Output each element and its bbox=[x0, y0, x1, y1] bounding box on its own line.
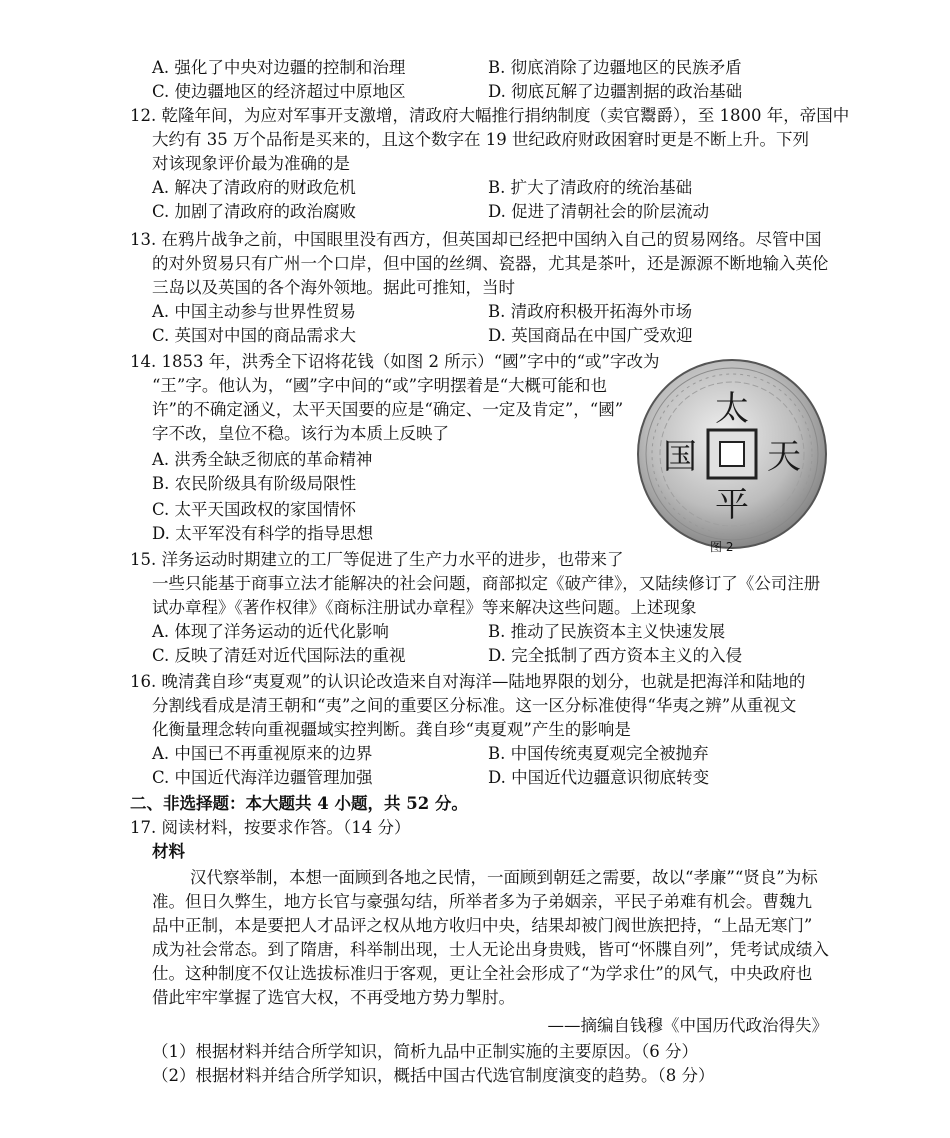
q15-stem-line: 一些只能基于商事立法才能解决的社会问题，商部拟定《破产律》，又陆续修订了《公司注册 bbox=[152, 574, 821, 593]
q11-option-b: B. 彻底消除了边疆地区的民族矛盾 bbox=[488, 58, 742, 77]
q14-stem-line: “王”字。他认为，“國”字中间的“或”字明摆着是“大概可能和也 bbox=[152, 376, 608, 395]
q13-stem-line: 的对外贸易只有广州一个口岸，但中国的丝绸、瓷器，尤其是茶叶，还是源源不断地输入英伦 bbox=[152, 254, 829, 273]
q11-option-d: D. 彻底瓦解了边疆割据的政治基础 bbox=[488, 82, 743, 101]
q17-subquestion-2: （2）根据材料并结合所学知识，概括中国古代选官制度演变的趋势。（8 分） bbox=[152, 1066, 715, 1085]
q16-stem-line: 分割线看成是清王朝和“夷”之间的重要区分标准。这一区分标准使得“华夷之辨”从重视文 bbox=[152, 696, 797, 715]
q12-option-b: B. 扩大了清政府的统治基础 bbox=[488, 178, 693, 197]
q14-stem-line: 许”的不确定涵义，太平天国要的应是“确定、一定及肯定”，“國” bbox=[152, 400, 624, 419]
material-line: 品中正制，本是要把人才品评之权从地方收归中央，结果却被门阀世族把持，“上品无寒门” bbox=[152, 916, 813, 935]
q15-stem-line: 15. 洋务运动时期建立的工厂等促进了生产力水平的进步，也带来了 bbox=[130, 550, 624, 569]
q13-option-b: B. 清政府积极开拓海外市场 bbox=[488, 302, 693, 321]
q14-stem-line: 字不改，皇位不稳。该行为本质上反映了 bbox=[152, 424, 449, 443]
coin-char-top: 太 bbox=[715, 389, 749, 429]
q12-stem-line: 大约有 35 万个品衔是买来的，且这个数字在 19 世纪政府财政困窘时更是不断上升。下列 bbox=[152, 130, 809, 149]
coin-char-right: 天 bbox=[767, 437, 801, 477]
section-heading: 二、非选择题：本大题共 4 小题，共 52 分。 bbox=[130, 794, 468, 813]
q15-option-d: D. 完全抵制了西方资本主义的入侵 bbox=[488, 646, 743, 665]
q13-stem-line: 13. 在鸦片战争之前，中国眼里没有西方，但英国却已经把中国纳入自己的贸易网络。尽管中国 bbox=[130, 230, 822, 249]
q14-option-b: B. 农民阶级具有阶级局限性 bbox=[152, 474, 357, 493]
figure-caption: 图 2 bbox=[710, 540, 734, 554]
q12-option-c: C. 加剧了清政府的政治腐败 bbox=[152, 202, 357, 221]
q15-option-c: C. 反映了清廷对近代国际法的重视 bbox=[152, 646, 406, 665]
q15-stem-line: 试办章程》《著作权律》《商标注册试办章程》等来解决这些问题。上述现象 bbox=[152, 598, 697, 617]
q12-stem-line: 12. 乾隆年间，为应对军事开支激增，清政府大幅推行捐纳制度（卖官鬻爵），至 1800 年，帝国中 bbox=[130, 106, 850, 125]
q15-option-a: A. 体现了洋务运动的近代化影响 bbox=[152, 622, 389, 641]
q13-option-c: C. 英国对中国的商品需求大 bbox=[152, 326, 357, 345]
q16-option-c: C. 中国近代海洋边疆管理加强 bbox=[152, 768, 373, 787]
q12-stem-line: 对该现象评价最为准确的是 bbox=[152, 154, 350, 173]
q16-stem-line: 化衡量理念转向重视疆域实控判断。龚自珍“夷夏观”产生的影响是 bbox=[152, 720, 631, 739]
q16-stem-line: 16. 晚清龚自珍“夷夏观”的认识论改造来自对海洋—陆地界限的划分，也就是把海洋和陆地的 bbox=[130, 672, 806, 691]
q14-option-d: D. 太平军没有科学的指导思想 bbox=[152, 524, 374, 543]
material-source: ——摘编自钱穆《中国历代政治得失》 bbox=[547, 1016, 828, 1035]
coin-char-left: 国 bbox=[663, 437, 697, 477]
q16-option-b: B. 中国传统夷夏观完全被抛弃 bbox=[488, 744, 709, 763]
q15-option-b: B. 推动了民族资本主义快速发展 bbox=[488, 622, 726, 641]
q13-stem-line: 三岛以及英国的各个海外领地。据此可推知，当时 bbox=[152, 278, 515, 297]
material-label: 材料 bbox=[152, 842, 185, 861]
material-line: 仕。这种制度不仅让选拔标准归于客观，更让全社会形成了“为学求仕”的风气，中央政府也 bbox=[152, 964, 813, 983]
material-line: 准。但日久弊生，地方长官与豪强勾结，所举者多为子弟姻亲，平民子弟难有机会。曹魏九 bbox=[152, 892, 812, 911]
q14-stem-line: 14. 1853 年，洪秀全下诏将花钱（如图 2 所示）“國”字中的“或”字改为 bbox=[130, 352, 660, 371]
q13-option-a: A. 中国主动参与世界性贸易 bbox=[152, 302, 356, 321]
q16-option-a: A. 中国已不再重视原来的边界 bbox=[152, 744, 373, 763]
q11-option-c: C. 使边疆地区的经济超过中原地区 bbox=[152, 82, 406, 101]
material-line: 汉代察举制，本想一面顾到各地之民情，一面顾到朝廷之需要，故以“孝廉”“贤良”为标 bbox=[190, 868, 818, 887]
q14-option-c: C. 太平天国政权的家国情怀 bbox=[152, 500, 357, 519]
q14-option-a: A. 洪秀全缺乏彻底的革命精神 bbox=[152, 450, 373, 469]
q12-option-d: D. 促进了清朝社会的阶层流动 bbox=[488, 202, 710, 221]
q11-option-a: A. 强化了中央对边疆的控制和治理 bbox=[152, 58, 406, 77]
q16-option-d: D. 中国近代边疆意识彻底转变 bbox=[488, 768, 710, 787]
q13-option-d: D. 英国商品在中国广受欢迎 bbox=[488, 326, 693, 345]
q17-subquestion-1: （1）根据材料并结合所学知识，简析九品中正制实施的主要原因。（6 分） bbox=[152, 1042, 698, 1061]
material-line: 成为社会常态。到了隋唐，科举制出现，士人无论出身贵贱，皆可“怀牒自列”，凭考试成绩入 bbox=[152, 940, 829, 959]
q12-option-a: A. 解决了清政府的财政危机 bbox=[152, 178, 356, 197]
q17-stem: 17. 阅读材料，按要求作答。（14 分） bbox=[130, 818, 411, 837]
coin-char-bottom: 平 bbox=[715, 485, 749, 525]
taiping-coin-figure bbox=[636, 358, 828, 550]
material-line: 借此牢牢掌握了选官大权，不再受地方势力掣肘。 bbox=[152, 988, 515, 1007]
